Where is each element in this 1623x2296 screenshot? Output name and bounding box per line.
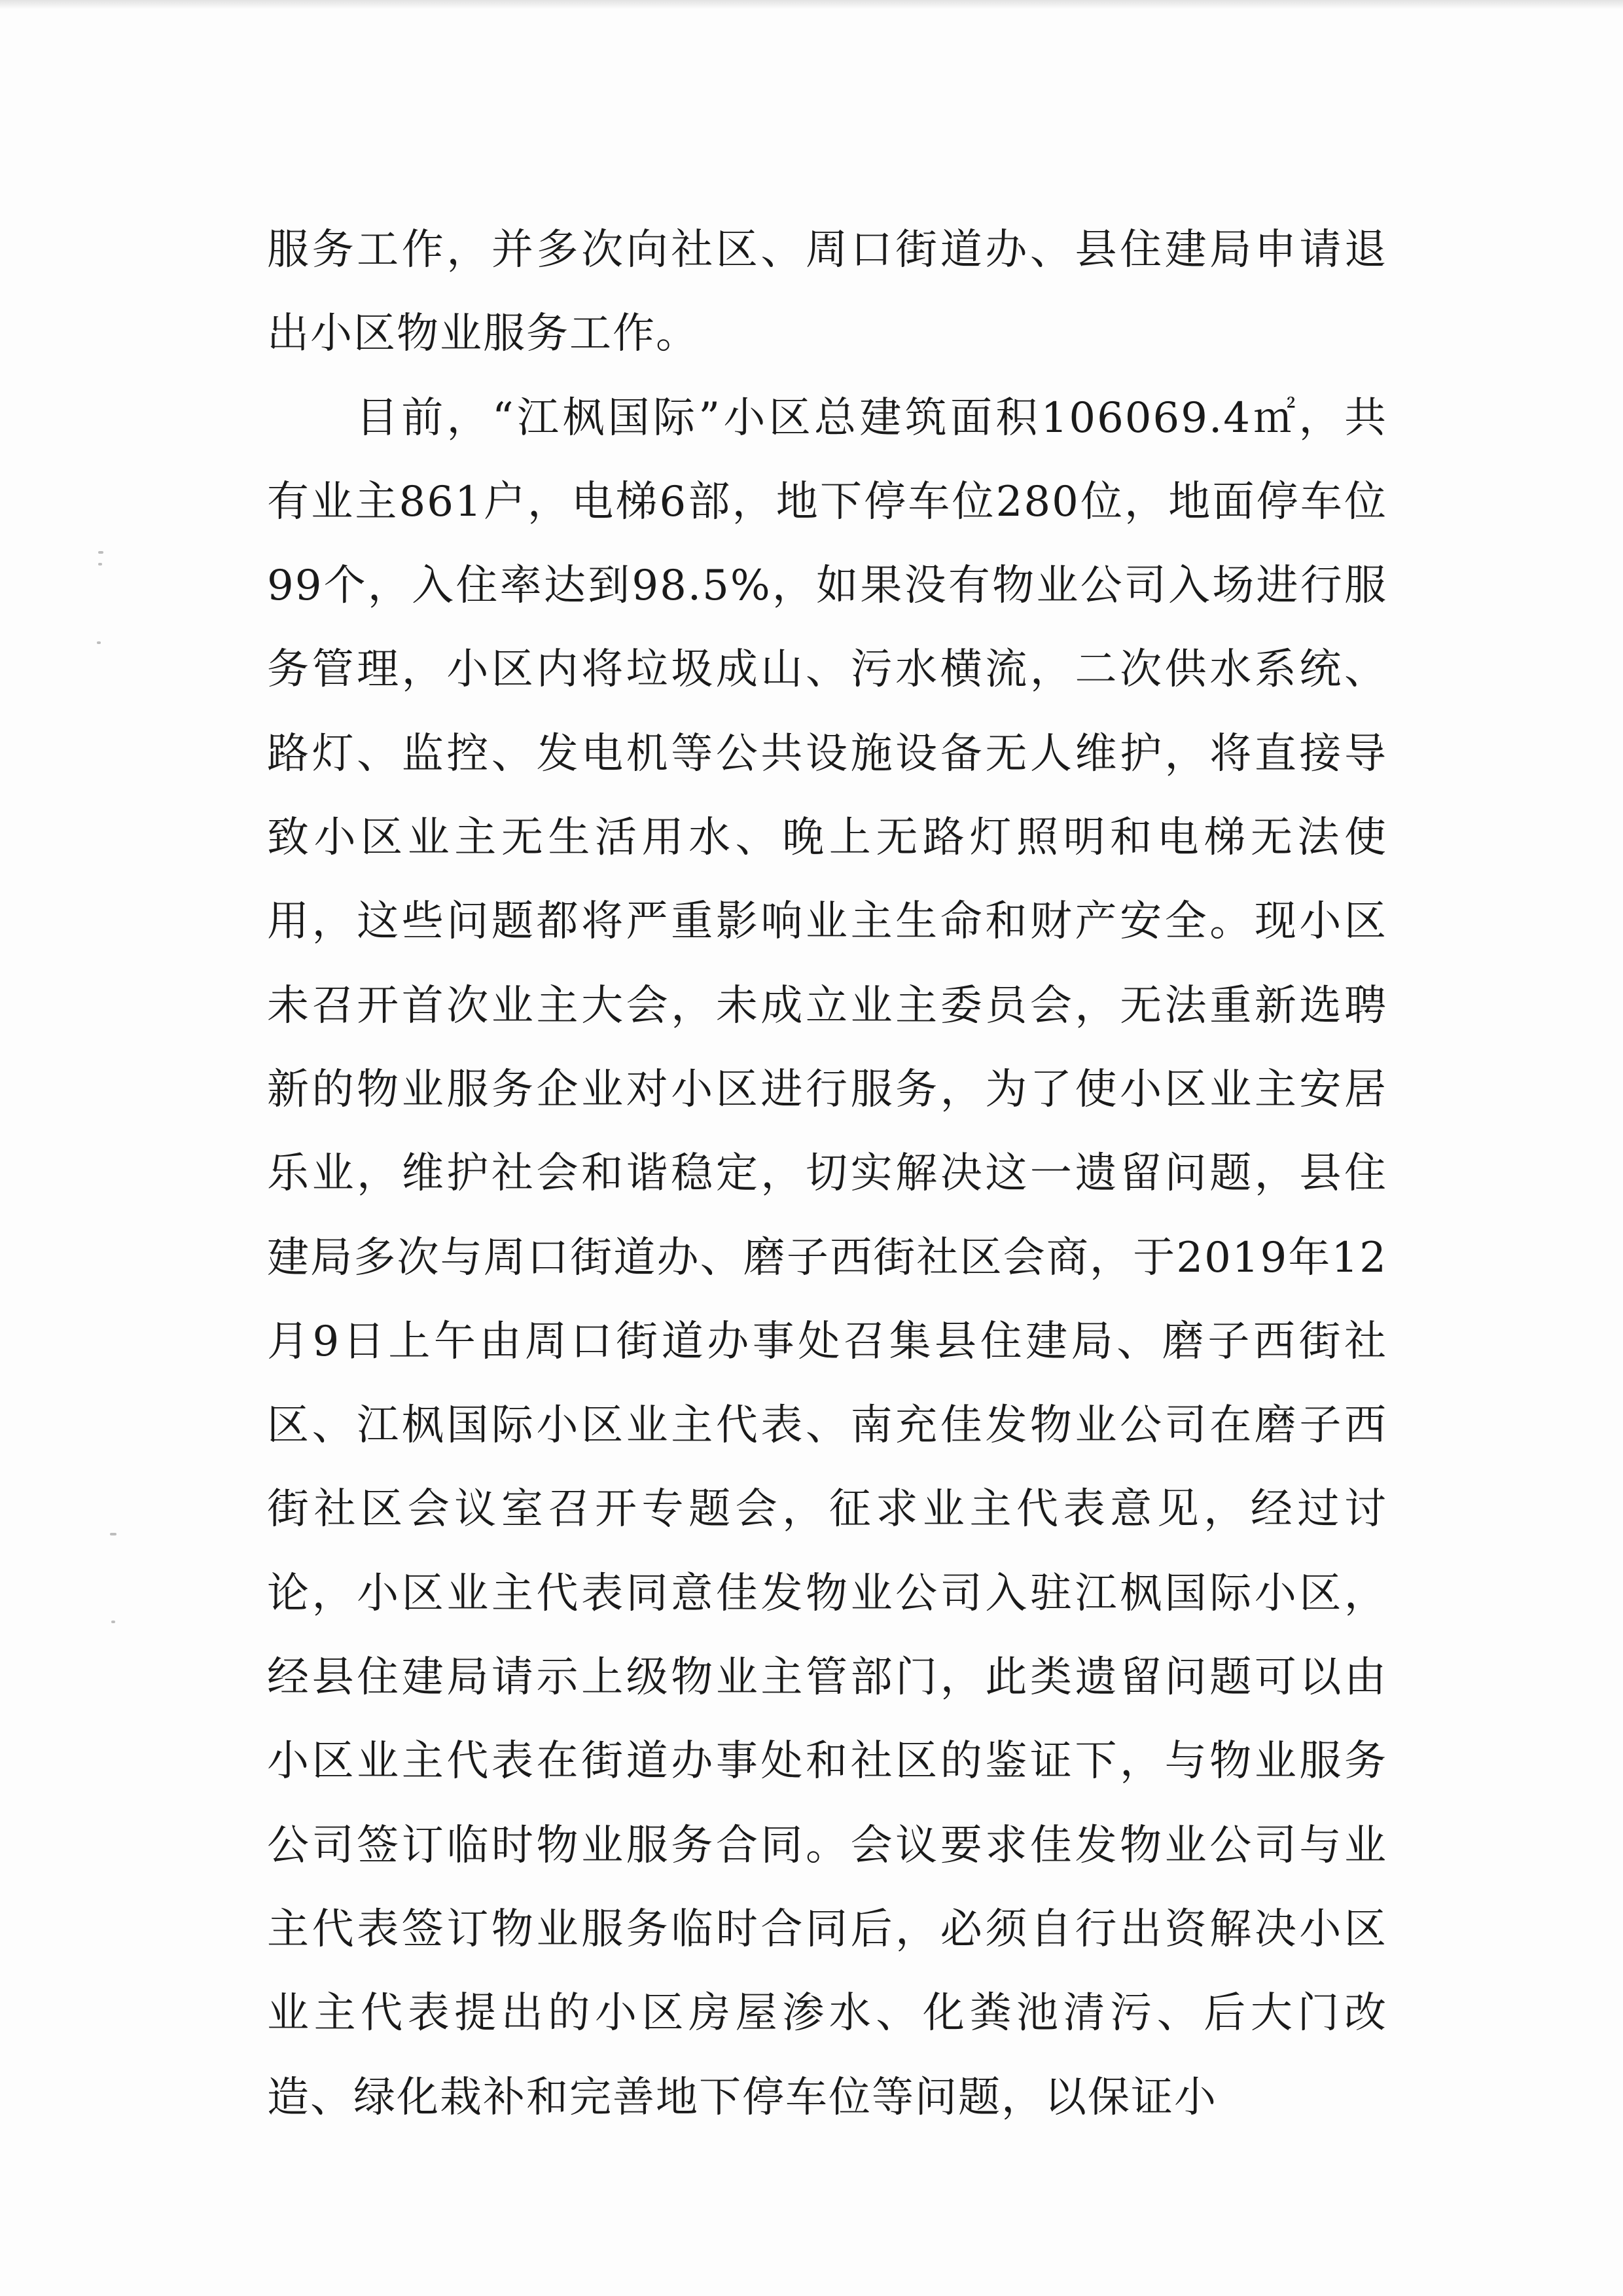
scan-speck xyxy=(98,563,102,565)
scan-speck xyxy=(97,641,101,644)
paragraph-continuation: 服务工作，并多次向社区、周口街道办、县住建局申请退出小区物业服务工作。 xyxy=(267,226,1387,359)
document-body xyxy=(267,208,1387,2140)
scan-top-edge xyxy=(0,0,1623,9)
scan-speck xyxy=(111,1621,115,1623)
scan-speck xyxy=(98,551,103,554)
paragraph-project-overview: 目前，“江枫国际”小区总建筑面积106069.4㎡，共有业主861户，电梯6部，地下停车位280位，地面停车位99个，入住率达到98.5%，如果没有物业公司入场进行服务管理，小区内将垃圾成山、污水横流，二次供水系统、路灯、监控、发电机等公共设施设备无人维护，将直接导致小区业主无生活用水、晚上无路灯照明和电梯无法使用，这些问题都将严重影响业主生命和财产安全。现小区未召开首次业主大会，未成立业主委员会，无法重新选聘新的物业服务企业对小区进行服务，为了使小区业主安居乐业，维护社会和谐稳定，切实解决这一遗留问题，县住建局多次与周口街道办、磨子西街社区会商，于2019年12月9日上午由周口街道办事处召集县住建局、磨子西街社区、江枫国际小区业主代表、南充佳发物业公司在磨子西街社区会议室召开专题会，征求业主代表意见，经过讨论，小区业主代表同意佳发物业公司入驻江枫国际小区，经县住建局请示上级物业主管部门，此类遗留问题可以由小区业主代表在街道办事处和社区的鉴证下，与物业服务公司签订临时物业服务合同。会议要求佳发物业公司与业主代表签订物业服务临时合同后，必须自行出资解决小区业主代表提出的小区房屋渗水、化粪池清污、后大门改造、绿化栽补和完善地下停车位等问题，以保证小 xyxy=(267,393,1387,2122)
scan-speck xyxy=(110,1533,116,1535)
